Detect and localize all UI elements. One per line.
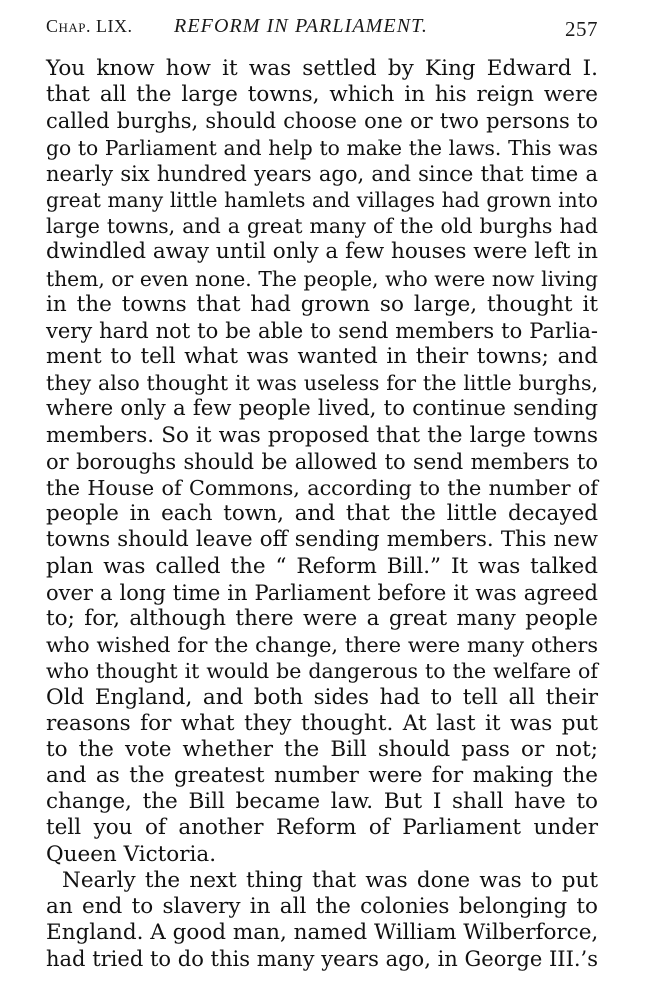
- text-line: ment to tell what was wanted in their towns; and: [46, 344, 598, 370]
- text-line: people in each town, and that the little decayed: [46, 501, 598, 527]
- text-line: to; for, although there were a great many people: [46, 605, 598, 631]
- text-line: they also thought it was useless for the little burghs,: [46, 371, 598, 396]
- text-line: large towns, and a great many of the old burghs had: [46, 214, 598, 239]
- text-line: go to Parliament and help to make the laws. This was: [46, 135, 598, 160]
- text-line: Old England, and both sides had to tell all their: [46, 684, 598, 710]
- text-line: Nearly the next thing that was done was to put: [62, 867, 598, 893]
- text-line: great many little hamlets and villages had grown into: [46, 187, 598, 212]
- text-line: dwindled away until only a few houses were left in: [46, 239, 598, 265]
- running-header: [46, 14, 598, 46]
- text-line: tell you of another Reform of Parliament under: [46, 815, 598, 841]
- text-line: very hard not to be able to send members to Parlia-: [46, 318, 598, 343]
- page-number: 257: [565, 17, 598, 41]
- text-line: to the vote whether the Bill should pass or not;: [46, 736, 598, 762]
- text-line: where only a few people lived, to continue sending: [46, 396, 598, 422]
- text-line: in the towns that had grown so large, thought it: [46, 291, 598, 317]
- text-line: reasons for what they thought. At last it was put: [46, 710, 598, 736]
- text-line: called burghs, should choose one or two persons to: [46, 109, 598, 134]
- paragraph: [46, 56, 598, 868]
- text-line: nearly six hundred years ago, and since that time a: [46, 161, 598, 186]
- text-line: plan was called the “ Reform Bill.” It was talked: [46, 553, 598, 579]
- text-line: the House of Commons, according to the number of: [46, 476, 598, 500]
- text-line: You know how it was settled by King Edward I.: [46, 56, 598, 81]
- text-line: members. So it was proposed that the large towns: [46, 422, 598, 448]
- text-line: who thought it would be dangerous to the welfare of: [46, 659, 598, 684]
- text-line: or boroughs should be allowed to send members to: [46, 449, 598, 474]
- chapter-label: Chap. LIX.: [46, 16, 133, 36]
- text-line: over a long time in Parliament before it was agreed: [46, 580, 598, 605]
- paragraph: [46, 868, 598, 973]
- text-line: towns should leave off sending members. This new: [46, 527, 598, 553]
- text-line: England. A good man, named William Wilberforce,: [46, 920, 599, 946]
- running-title: REFORM IN PARLIAMENT.: [174, 15, 428, 37]
- text-line: that all the large towns, which in his reign were: [46, 82, 598, 108]
- text-line: who wished for the change, there were many others: [46, 633, 598, 658]
- text-line: an end to slavery in all the colonies belonging to: [46, 894, 598, 919]
- body-text: [46, 56, 598, 973]
- text-line: and as the greatest number were for making the: [46, 763, 598, 789]
- text-line: Queen Victoria.: [46, 841, 217, 867]
- text-line: change, the Bill became law. But I shall have to: [46, 789, 598, 815]
- text-line: had tried to do this many years ago, in George III.’s: [46, 947, 598, 972]
- text-line: them, or even none. The people, who were now living: [46, 266, 598, 291]
